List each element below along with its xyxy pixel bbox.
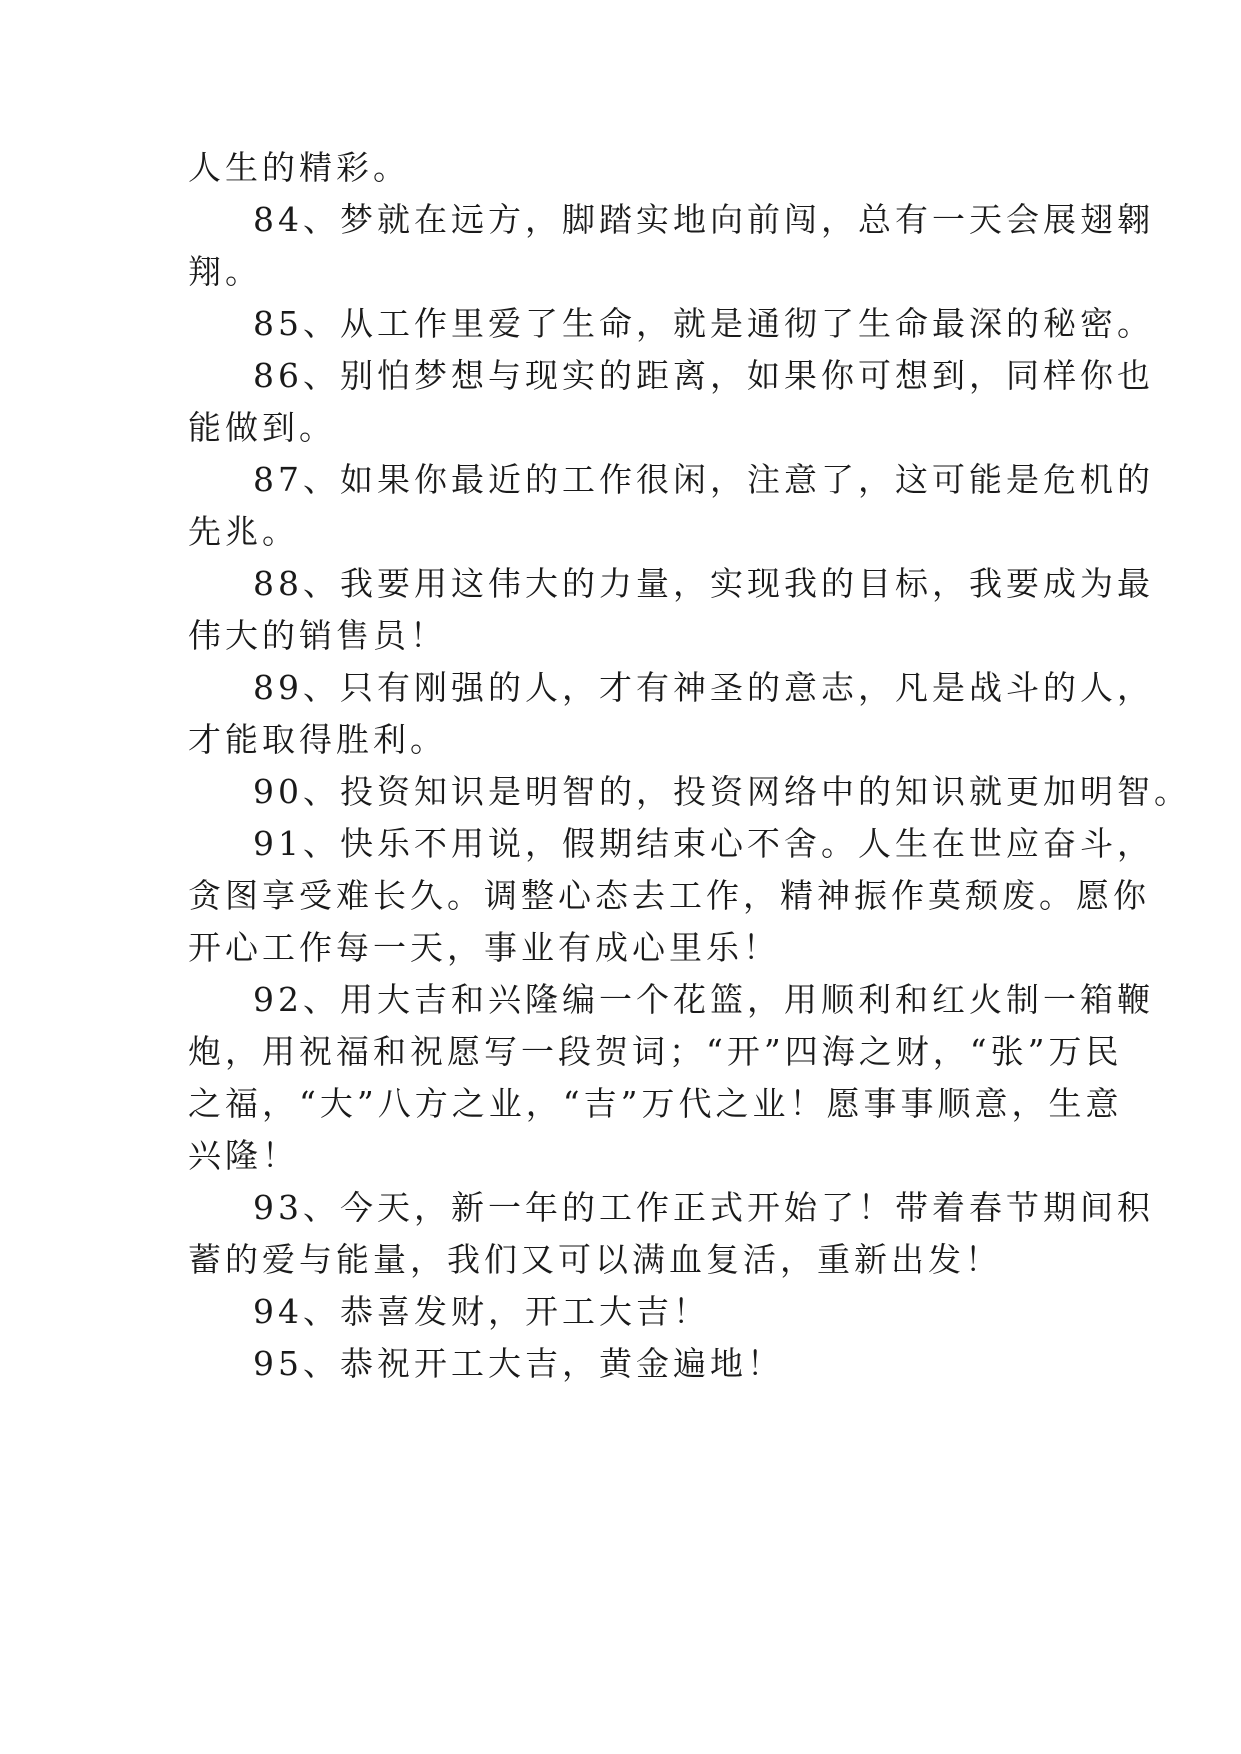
text-line: 95、恭祝开工大吉，黄金遍地！ — [253, 1344, 784, 1383]
text-line: 87、如果你最近的工作很闲，注意了，这可能是危机的 — [253, 460, 1154, 499]
text-line: 翔。 — [188, 252, 262, 291]
text-line: 炮，用祝福和祝愿写一段贺词；“开”四海之财，“张”万民 — [188, 1032, 1123, 1071]
text-line: 94、恭喜发财，开工大吉！ — [253, 1292, 710, 1331]
text-line: 88、我要用这伟大的力量，实现我的目标，我要成为最 — [253, 564, 1154, 603]
text-line: 90、投资知识是明智的，投资网络中的知识就更加明智。 — [253, 772, 1191, 811]
text-line: 84、梦就在远方，脚踏实地向前闯，总有一天会展翅翱 — [253, 200, 1154, 239]
text-line: 先兆。 — [188, 512, 299, 551]
text-line: 91、快乐不用说，假期结束心不舍。人生在世应奋斗， — [253, 824, 1154, 863]
text-line: 贪图享受难长久。调整心态去工作，精神振作莫颓废。愿你 — [188, 876, 1150, 915]
text-line: 89、只有刚强的人，才有神圣的意志，凡是战斗的人， — [253, 668, 1154, 707]
text-line: 兴隆！ — [188, 1136, 299, 1175]
text-line: 蓄的爱与能量，我们又可以满血复活，重新出发！ — [188, 1240, 1002, 1279]
text-line: 伟大的销售员！ — [188, 616, 447, 655]
text-line: 之福，“大”八方之业，“吉”万代之业！愿事事顺意，生意 — [188, 1084, 1123, 1123]
text-line: 93、今天，新一年的工作正式开始了！带着春节期间积 — [253, 1188, 1154, 1227]
text-line: 人生的精彩。 — [188, 148, 410, 187]
text-line: 92、用大吉和兴隆编一个花篮，用顺利和红火制一箱鞭 — [253, 980, 1154, 1019]
text-line: 85、从工作里爱了生命，就是通彻了生命最深的秘密。 — [253, 304, 1154, 343]
text-line: 能做到。 — [188, 408, 336, 447]
text-line: 才能取得胜利。 — [188, 720, 447, 759]
text-line: 86、别怕梦想与现实的距离，如果你可想到，同样你也 — [253, 356, 1154, 395]
text-line: 开心工作每一天，事业有成心里乐！ — [188, 928, 780, 967]
